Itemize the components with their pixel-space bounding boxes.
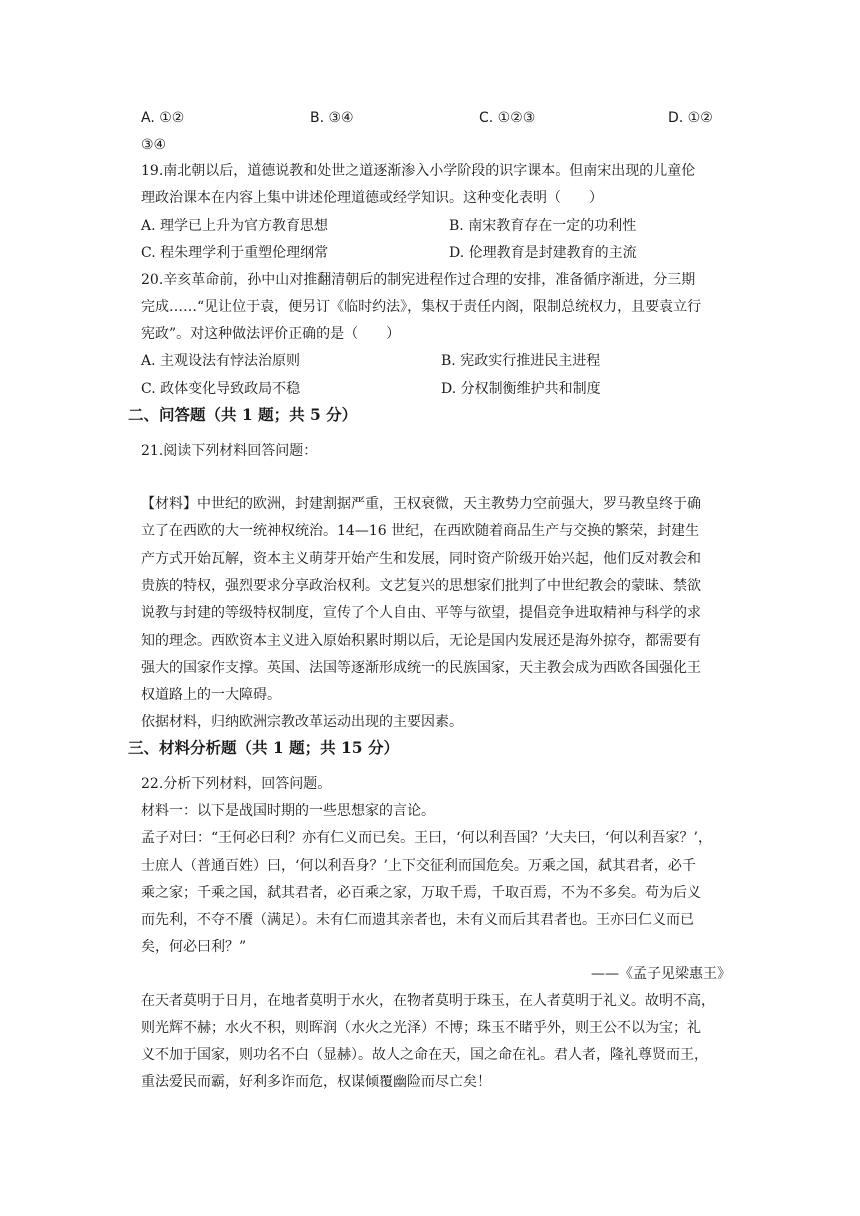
q21-material-line: 强大的国家作支撑。英国、法国等逐渐形成统一的民族国家，天主教会成为西欧各国强化王 xyxy=(141,660,701,676)
q21-material-line: 产方式开始瓦解，资本主义萌芽开始产生和发展，同时资产阶级开始兴起，他们反对教会和 xyxy=(141,551,701,567)
q19-option-a: A. 理学已上升为官方教育思想 xyxy=(141,218,329,234)
xunzi-line: 义不加于国家，则功名不白（显赫）。故人之命在天，国之命在礼。君人者，隆礼尊贤而王， xyxy=(141,1047,708,1063)
q21-material-line: 【材料】中世纪的欧洲，封建割据严重，王权衰微，天主教势力空前强大，罗马教皇终于确 xyxy=(141,496,701,512)
mencius-line: 士庶人（普通百姓）曰，‘何以利吾身？’上下交征利而国危矣。万乘之国，弑其君者，必千 xyxy=(141,858,696,874)
q21-material-line: 立了在西欧的大一统神权统治。14—16 世纪，在西欧随着商品生产与交换的繁荣，封建生 xyxy=(141,523,700,539)
q19-option-c: C. 程朱理学利于重塑伦理纲常 xyxy=(141,245,329,261)
q18-option-d: D. ①② xyxy=(668,110,713,126)
q20-stem-line2: 完成……“见让位于袁，便另订《临时约法》，集权于责任内阁，限制总统权力，且要袁立行 xyxy=(141,299,702,315)
q21-question: 依据材料，归纳欧洲宗教改革运动出现的主要因素。 xyxy=(141,714,463,730)
section2-heading: 二、问答题（共 1 题；共 5 分） xyxy=(128,405,358,424)
q21-material-line: 知的理念。西欧资本主义进入原始积累时期以后，无论是国内发展还是海外掠夺，都需要有 xyxy=(141,633,701,649)
q19-option-d: D. 伦理教育是封建教育的主流 xyxy=(449,245,637,261)
xunzi-line: 重法爱民而霸，好利多诈而危，权谋倾覆幽险而尽亡矣！ xyxy=(141,1074,491,1090)
q22-stem: 22.分析下列材料，回答问题。 xyxy=(141,776,332,792)
q20-option-c: C. 政体变化导致政局不稳 xyxy=(141,381,301,397)
q22-material1-intro: 材料一：以下是战国时期的一些思想家的言论。 xyxy=(141,803,435,819)
q21-stem: 21.阅读下列材料回答问题： xyxy=(141,443,318,459)
q18-option-c: C. ①②③ xyxy=(479,110,536,126)
mencius-source: ——《孟子见梁惠王》 xyxy=(591,966,731,982)
q18-option-a: A. ①② xyxy=(141,110,185,126)
q21-material-line: 权道路上的一大障碍。 xyxy=(141,687,281,703)
xunzi-line: 在天者莫明于日月，在地者莫明于水火，在物者莫明于珠玉，在人者莫明于礼义。故明不高， xyxy=(141,993,715,1009)
q21-material-line: 说教与封建的等级特权制度，宣传了个人自由、平等与欲望，提倡竞争进取精神与科学的求 xyxy=(141,605,701,621)
q20-option-a: A. 主观设法有悖法治原则 xyxy=(141,353,301,369)
q19-option-b: B. 南宋教育存在一定的功利性 xyxy=(449,218,637,234)
q21-material-line: 贵族的特权，强烈要求分享政治权利。文艺复兴的思想家们批判了中世纪教会的蒙昧、禁欲 xyxy=(141,578,701,594)
mencius-line: 矣，何必曰利？” xyxy=(141,939,247,955)
q20-option-b: B. 宪政实行推进民主进程 xyxy=(441,353,601,369)
mencius-line: 孟子对曰：“王何必曰利？亦有仁义而已矣。王曰，‘何以利吾国？’大夫曰，‘何以利吾家？’， xyxy=(141,830,712,846)
q19-stem-line1: 19.南北朝以后，道德说教和处世之道逐渐渗入小学阶段的识字课本。但南宋出现的儿童伦 xyxy=(141,163,696,179)
q20-stem-line3: 宪政”。对这种做法评价正确的是（ ） xyxy=(141,326,401,342)
q18-option-b: B. ③④ xyxy=(310,110,354,126)
q19-stem-line2: 理政治课本在内容上集中讲述伦理道德或经学知识。这种变化表明（ ） xyxy=(141,190,603,206)
mencius-line: 乘之家；千乘之国，弑其君者，必百乘之家，万取千焉，千取百焉，不为不多矣。苟为后义 xyxy=(141,885,701,901)
section3-heading: 三、材料分析题（共 1 题；共 15 分） xyxy=(128,738,399,757)
mencius-line: 而先利，不夺不餍（满足）。未有仁而遗其亲者也，未有义而后其君者也。王亦曰仁义而已 xyxy=(141,912,694,928)
q18-option-d-wrap: ③④ xyxy=(141,137,167,153)
q20-option-d: D. 分权制衡维护共和制度 xyxy=(441,381,601,397)
xunzi-line: 则光辉不赫；水火不积，则晖润（水火之光泽）不博；珠玉不睹乎外，则王公不以为宝；礼 xyxy=(141,1020,701,1036)
q20-stem-line1: 20.辛亥革命前，孙中山对推翻清朝后的制宪进程作过合理的安排，准备循序渐进，分三期 xyxy=(141,272,696,288)
